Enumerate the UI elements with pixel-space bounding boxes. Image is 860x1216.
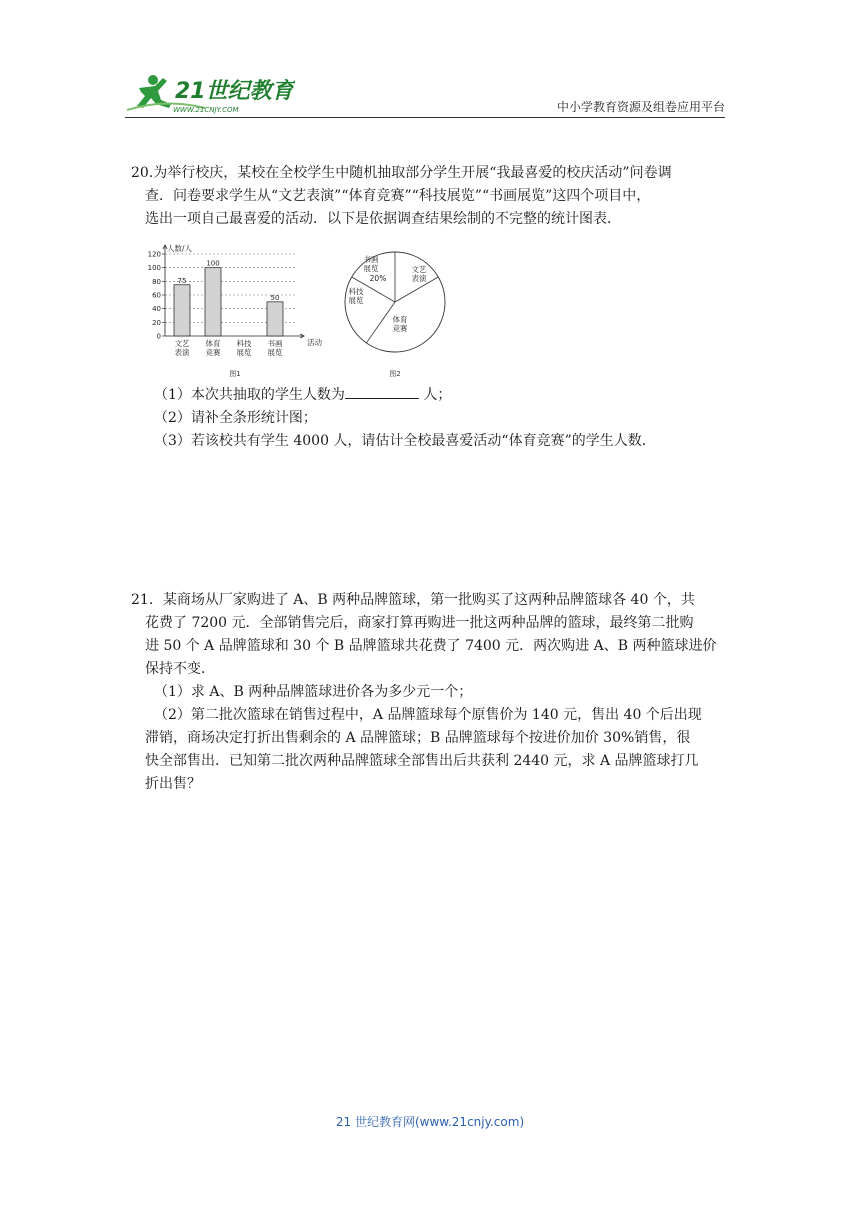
q21-line: 进 50 个 A 品牌篮球和 30 个 B 品牌篮球共花费了 7400 元．两次购进 A、B 两种篮球进价 <box>145 638 717 654</box>
logo-text: 21世纪教育 <box>175 79 294 104</box>
y-tick-label: 0 <box>156 332 161 341</box>
y-axis-label: 人数/人 <box>167 244 193 253</box>
q21-part-2-cont: 折出售？ <box>145 776 201 792</box>
bar <box>267 302 283 336</box>
data-label: 50 <box>270 293 280 302</box>
question-20-parts <box>131 384 731 453</box>
data-label: 100 <box>206 259 220 268</box>
site-logo <box>125 68 295 118</box>
pie-label: 展览 <box>348 296 364 305</box>
pie-label: 书画 <box>363 255 379 264</box>
y-tick-label: 60 <box>152 291 161 300</box>
bar <box>205 268 221 336</box>
q20-part-2: （2）请补全条形统计图； <box>154 410 317 426</box>
q20-part-1-unit: 人； <box>418 387 452 403</box>
q20-line: 选出一项自己最喜爱的活动．以下是依据调查结果绘制的不完整的统计图表． <box>145 211 621 227</box>
y-tick-label: 20 <box>152 318 161 327</box>
q21-part-2-cont: 快全部售出．已知第二批次两种品牌篮球全部售出后共获利 2440 元，求 A 品牌篮球打几 <box>145 753 699 769</box>
y-tick-label: 120 <box>147 250 161 259</box>
x-tick-label: 科技 <box>236 339 252 348</box>
q21-part-1: （1）求 A、B 两种品牌篮球进价各为多少元一个； <box>154 684 473 700</box>
q21-part-2: （2）第二批次篮球在销售过程中，A 品牌篮球每个原售价为 140 元，售出 40 个后出现 <box>154 707 702 723</box>
x-axis-label: 活动 <box>307 338 322 347</box>
chart-title: 图1 <box>229 370 241 378</box>
q20-part-1 <box>131 384 731 407</box>
pie-label: 体育 <box>392 315 408 324</box>
pie-percent: 20% <box>369 274 387 283</box>
bar-chart <box>145 244 330 382</box>
bar <box>174 285 190 336</box>
q20-charts <box>145 244 465 382</box>
q20-part-1-text: （1）本次共抽取的学生人数为 <box>154 387 345 403</box>
data-label: 75 <box>177 276 187 285</box>
q20-line: 查．问卷要求学生从“文艺表演”“体育竞赛”“科技展览”“书画展览”这四个项目中， <box>145 188 651 204</box>
q20-part-3: （3）若该校共有学生 4000 人，请估计全校最喜爱活动“体育竞赛”的学生人数． <box>154 433 656 449</box>
x-tick-label: 表演 <box>174 348 190 357</box>
q21-line: 花费了 7200 元．全部销售完后，商家打算再购进一批这两种品牌的篮球，最终第二批购 <box>145 615 694 631</box>
q21-line: 保持不变． <box>145 661 215 677</box>
question-20 <box>131 162 731 231</box>
x-tick-label: 体育 <box>205 339 221 348</box>
platform-title: 中小学教育资源及组卷应用平台 <box>556 100 725 114</box>
q20-line: 20.为举行校庆，某校在全校学生中随机抽取部分学生开展“我最喜爱的校庆活动”问卷调 <box>131 165 672 181</box>
page-footer: 21 世纪教育网(www.21cnjy.com) <box>335 1115 525 1129</box>
y-tick-label: 100 <box>147 264 161 273</box>
logo-url: WWW.21CNJY.COM <box>173 106 239 114</box>
pie-label: 表演 <box>411 274 427 283</box>
x-tick-label: 书画 <box>267 339 283 348</box>
chart-title: 图2 <box>389 370 401 378</box>
pie-label: 科技 <box>348 287 364 296</box>
x-tick-label: 展览 <box>236 348 252 357</box>
pie-chart <box>340 244 460 382</box>
x-tick-label: 展览 <box>267 348 283 357</box>
pie-label: 竞赛 <box>392 324 408 333</box>
answer-blank[interactable] <box>345 384 419 399</box>
pie-label: 文艺 <box>411 265 427 274</box>
y-tick-label: 40 <box>152 305 161 314</box>
pie-label: 展览 <box>363 264 379 273</box>
q21-line: 21．某商场从厂家购进了 A、B 两种品牌篮球，第一批购买了这两种品牌篮球各 40 个，共 <box>131 592 695 608</box>
x-tick-label: 竞赛 <box>205 348 221 357</box>
q21-part-2-cont: 滞销，商场决定打折出售剩余的 A 品牌篮球；B 品牌篮球每个按进价加价 30%销售，很 <box>145 730 691 746</box>
question-21 <box>131 589 731 796</box>
y-tick-label: 80 <box>152 277 161 286</box>
page-header <box>125 68 725 120</box>
x-tick-label: 文艺 <box>174 339 190 348</box>
header-divider <box>125 117 725 118</box>
